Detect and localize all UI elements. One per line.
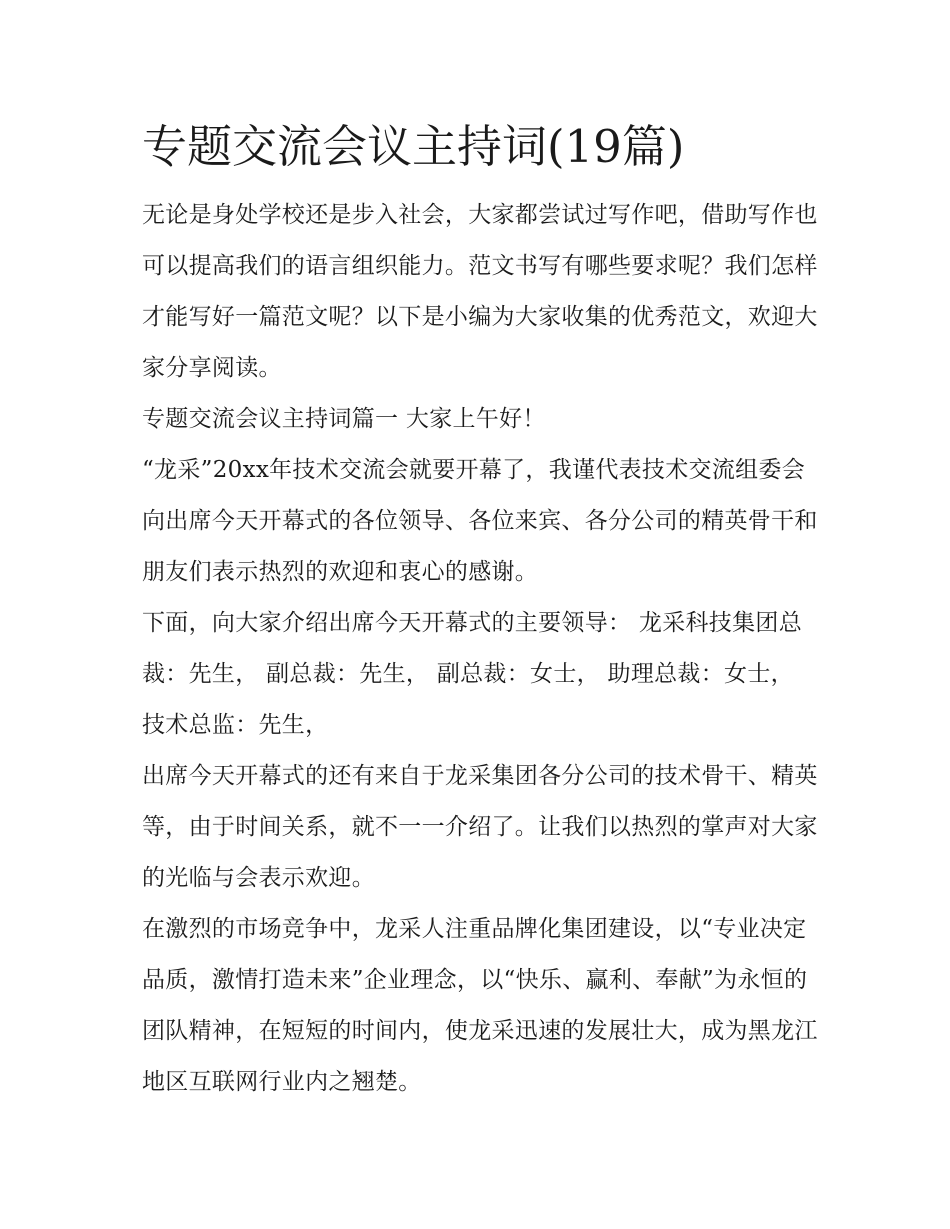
document-page: [142, 108, 818, 1108]
paragraph-guests: 出席今天开幕式的还有来自于龙采集团各分公司的技术骨干、精英等，由于时间关系，就不一一介绍了。让我们以热烈的掌声对大家的光临与会表示欢迎。: [142, 763, 818, 891]
paragraph-company: 在激烈的市场竞争中，龙采人注重品牌化集团建设，以“专业决定品质，激情打造未来”企业理念，以“快乐、赢利、奉献”为永恒的团队精神，在短短的时间内，使龙采迅速的发展壮大，成为黑龙江地区互联网行业内之翘楚。: [142, 916, 818, 1095]
paragraph-leaders: 下面，向大家介绍出席今天开幕式的主要领导： 龙采科技集团总裁：先生， 副总裁：先生， 副总裁：女士， 助理总裁：女士， 技术总监：先生，: [142, 610, 803, 738]
paragraph-opening: “龙采”20xx年技术交流会就要开幕了，我谨代表技术交流组委会向出席今天开幕式的各位领导、各位来宾、各分公司的精英骨干和朋友们表示热烈的欢迎和衷心的感谢。: [142, 457, 818, 585]
document-title: 专题交流会议主持词(19篇): [142, 120, 685, 173]
paragraph-greeting: 专题交流会议主持词篇一 大家上午好！: [142, 406, 546, 432]
paragraph-intro: 无论是身处学校还是步入社会，大家都尝试过写作吧，借助写作也可以提高我们的语言组织能力。范文书写有哪些要求呢？我们怎样才能写好一篇范文呢？以下是小编为大家收集的优秀范文，欢迎大家分享阅读。: [142, 202, 818, 381]
